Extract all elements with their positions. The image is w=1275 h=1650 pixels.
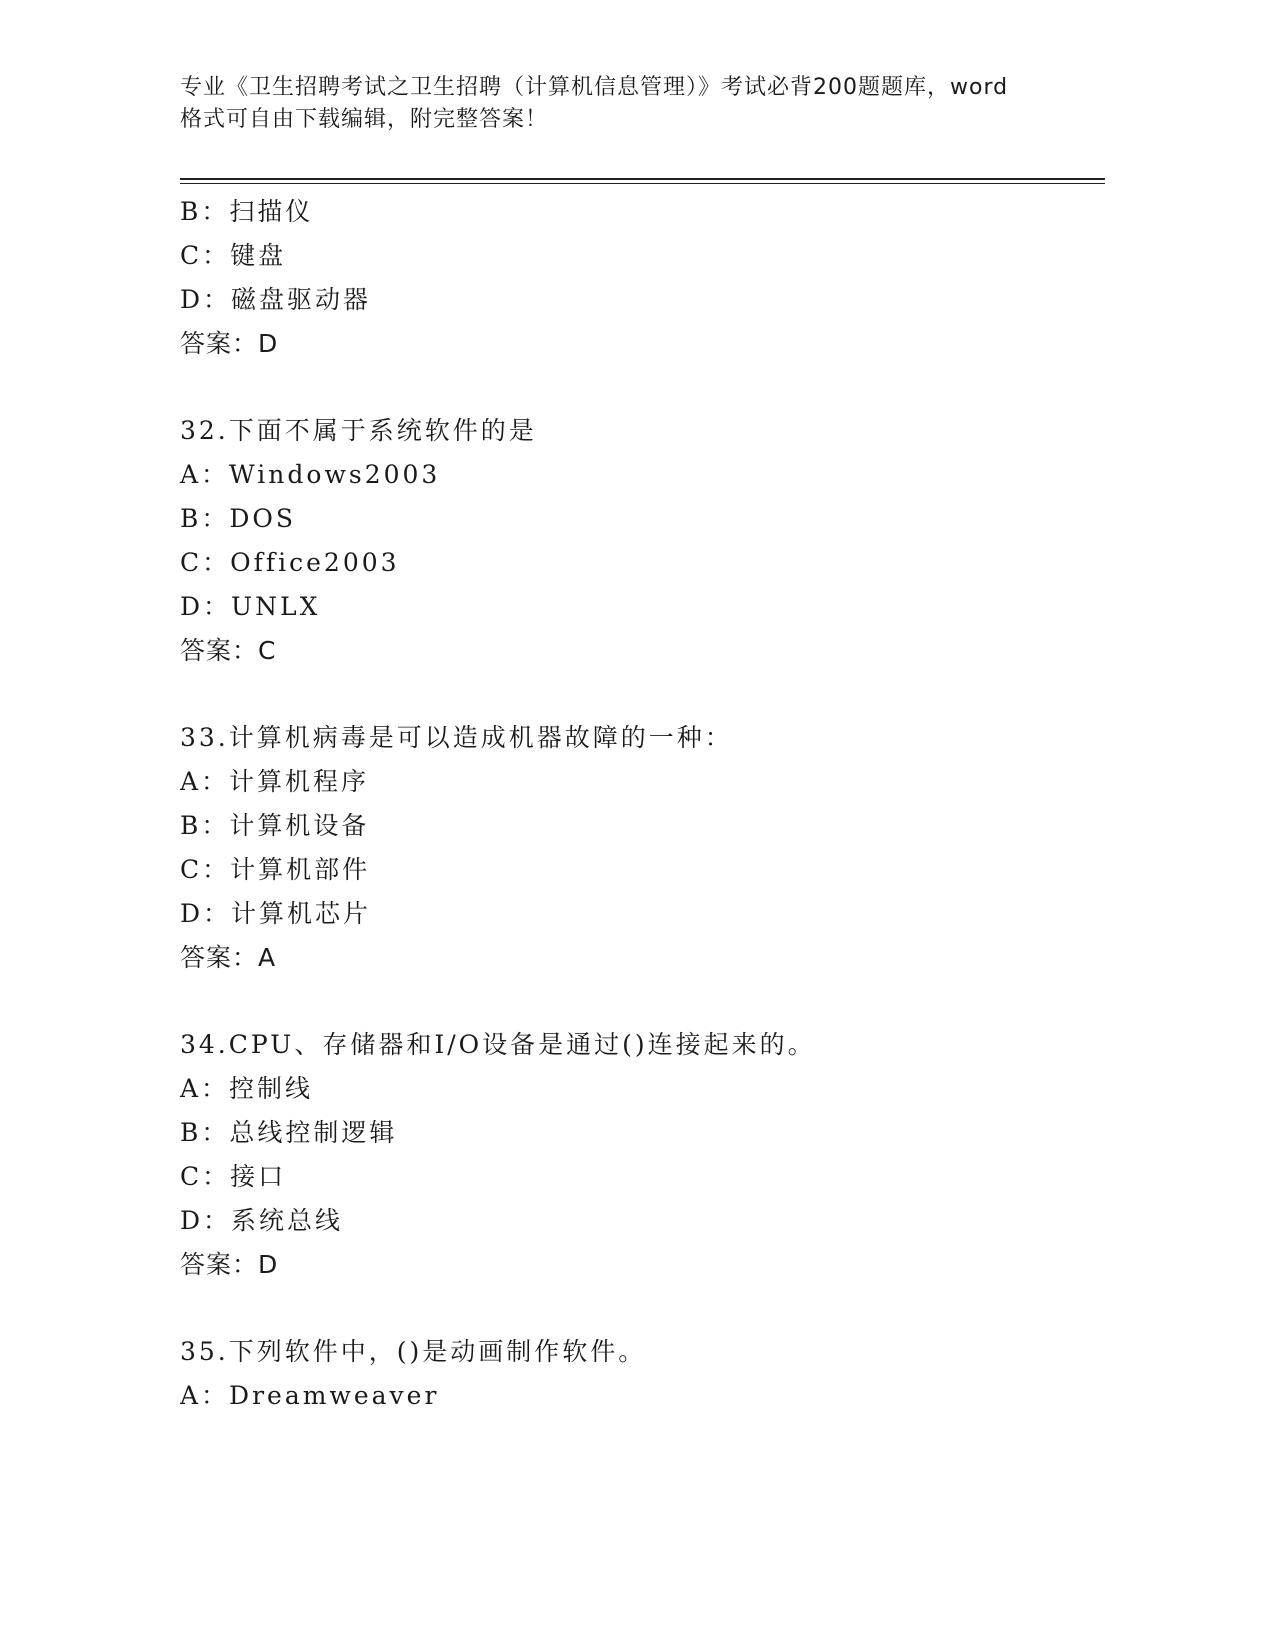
option-c: C：计算机部件	[180, 855, 371, 884]
option-a: A：Windows2003	[180, 460, 441, 489]
question-35	[180, 1330, 1105, 1418]
option-d: D：UNLX	[180, 592, 321, 621]
answer: 答案：D	[180, 329, 279, 358]
question-text: 35.下列软件中，()是动画制作软件。	[180, 1337, 647, 1366]
option-c: C：Office2003	[180, 548, 400, 577]
option-d: D：系统总线	[180, 1206, 344, 1235]
question-34	[180, 1023, 1105, 1287]
header-divider-thin	[180, 183, 1105, 184]
option-c: C：接口	[180, 1162, 287, 1191]
option-b: B：DOS	[180, 504, 297, 533]
answer: 答案：C	[180, 636, 277, 665]
answer: 答案：A	[180, 943, 277, 972]
header-divider	[180, 178, 1105, 180]
header-line-2: 格式可自由下载编辑，附完整答案！	[180, 107, 549, 132]
question-list	[180, 190, 1105, 1418]
question-text: 34.CPU、存储器和I/O设备是通过()连接起来的。	[180, 1030, 816, 1059]
option-b: B：总线控制逻辑	[180, 1118, 398, 1147]
option-d: D：磁盘驱动器	[180, 285, 372, 314]
question-text: 32.下面不属于系统软件的是	[180, 416, 537, 445]
question-33	[180, 716, 1105, 980]
option-d: D：计算机芯片	[180, 899, 372, 928]
answer: 答案：D	[180, 1250, 279, 1279]
question-text: 33.计算机病毒是可以造成机器故障的一种：	[180, 723, 733, 752]
question-31	[180, 190, 1105, 366]
header-line-1: 专业《卫生招聘考试之卫生招聘（计算机信息管理）》考试必背200题题库，word	[180, 75, 1009, 100]
document-header	[180, 72, 1060, 136]
option-b: B：扫描仪	[180, 197, 314, 226]
option-a: A：计算机程序	[180, 767, 370, 796]
option-c: C：键盘	[180, 241, 287, 270]
option-b: B：计算机设备	[180, 811, 370, 840]
option-a: A：Dreamweaver	[180, 1381, 440, 1410]
option-a: A：控制线	[180, 1074, 314, 1103]
question-32	[180, 409, 1105, 673]
